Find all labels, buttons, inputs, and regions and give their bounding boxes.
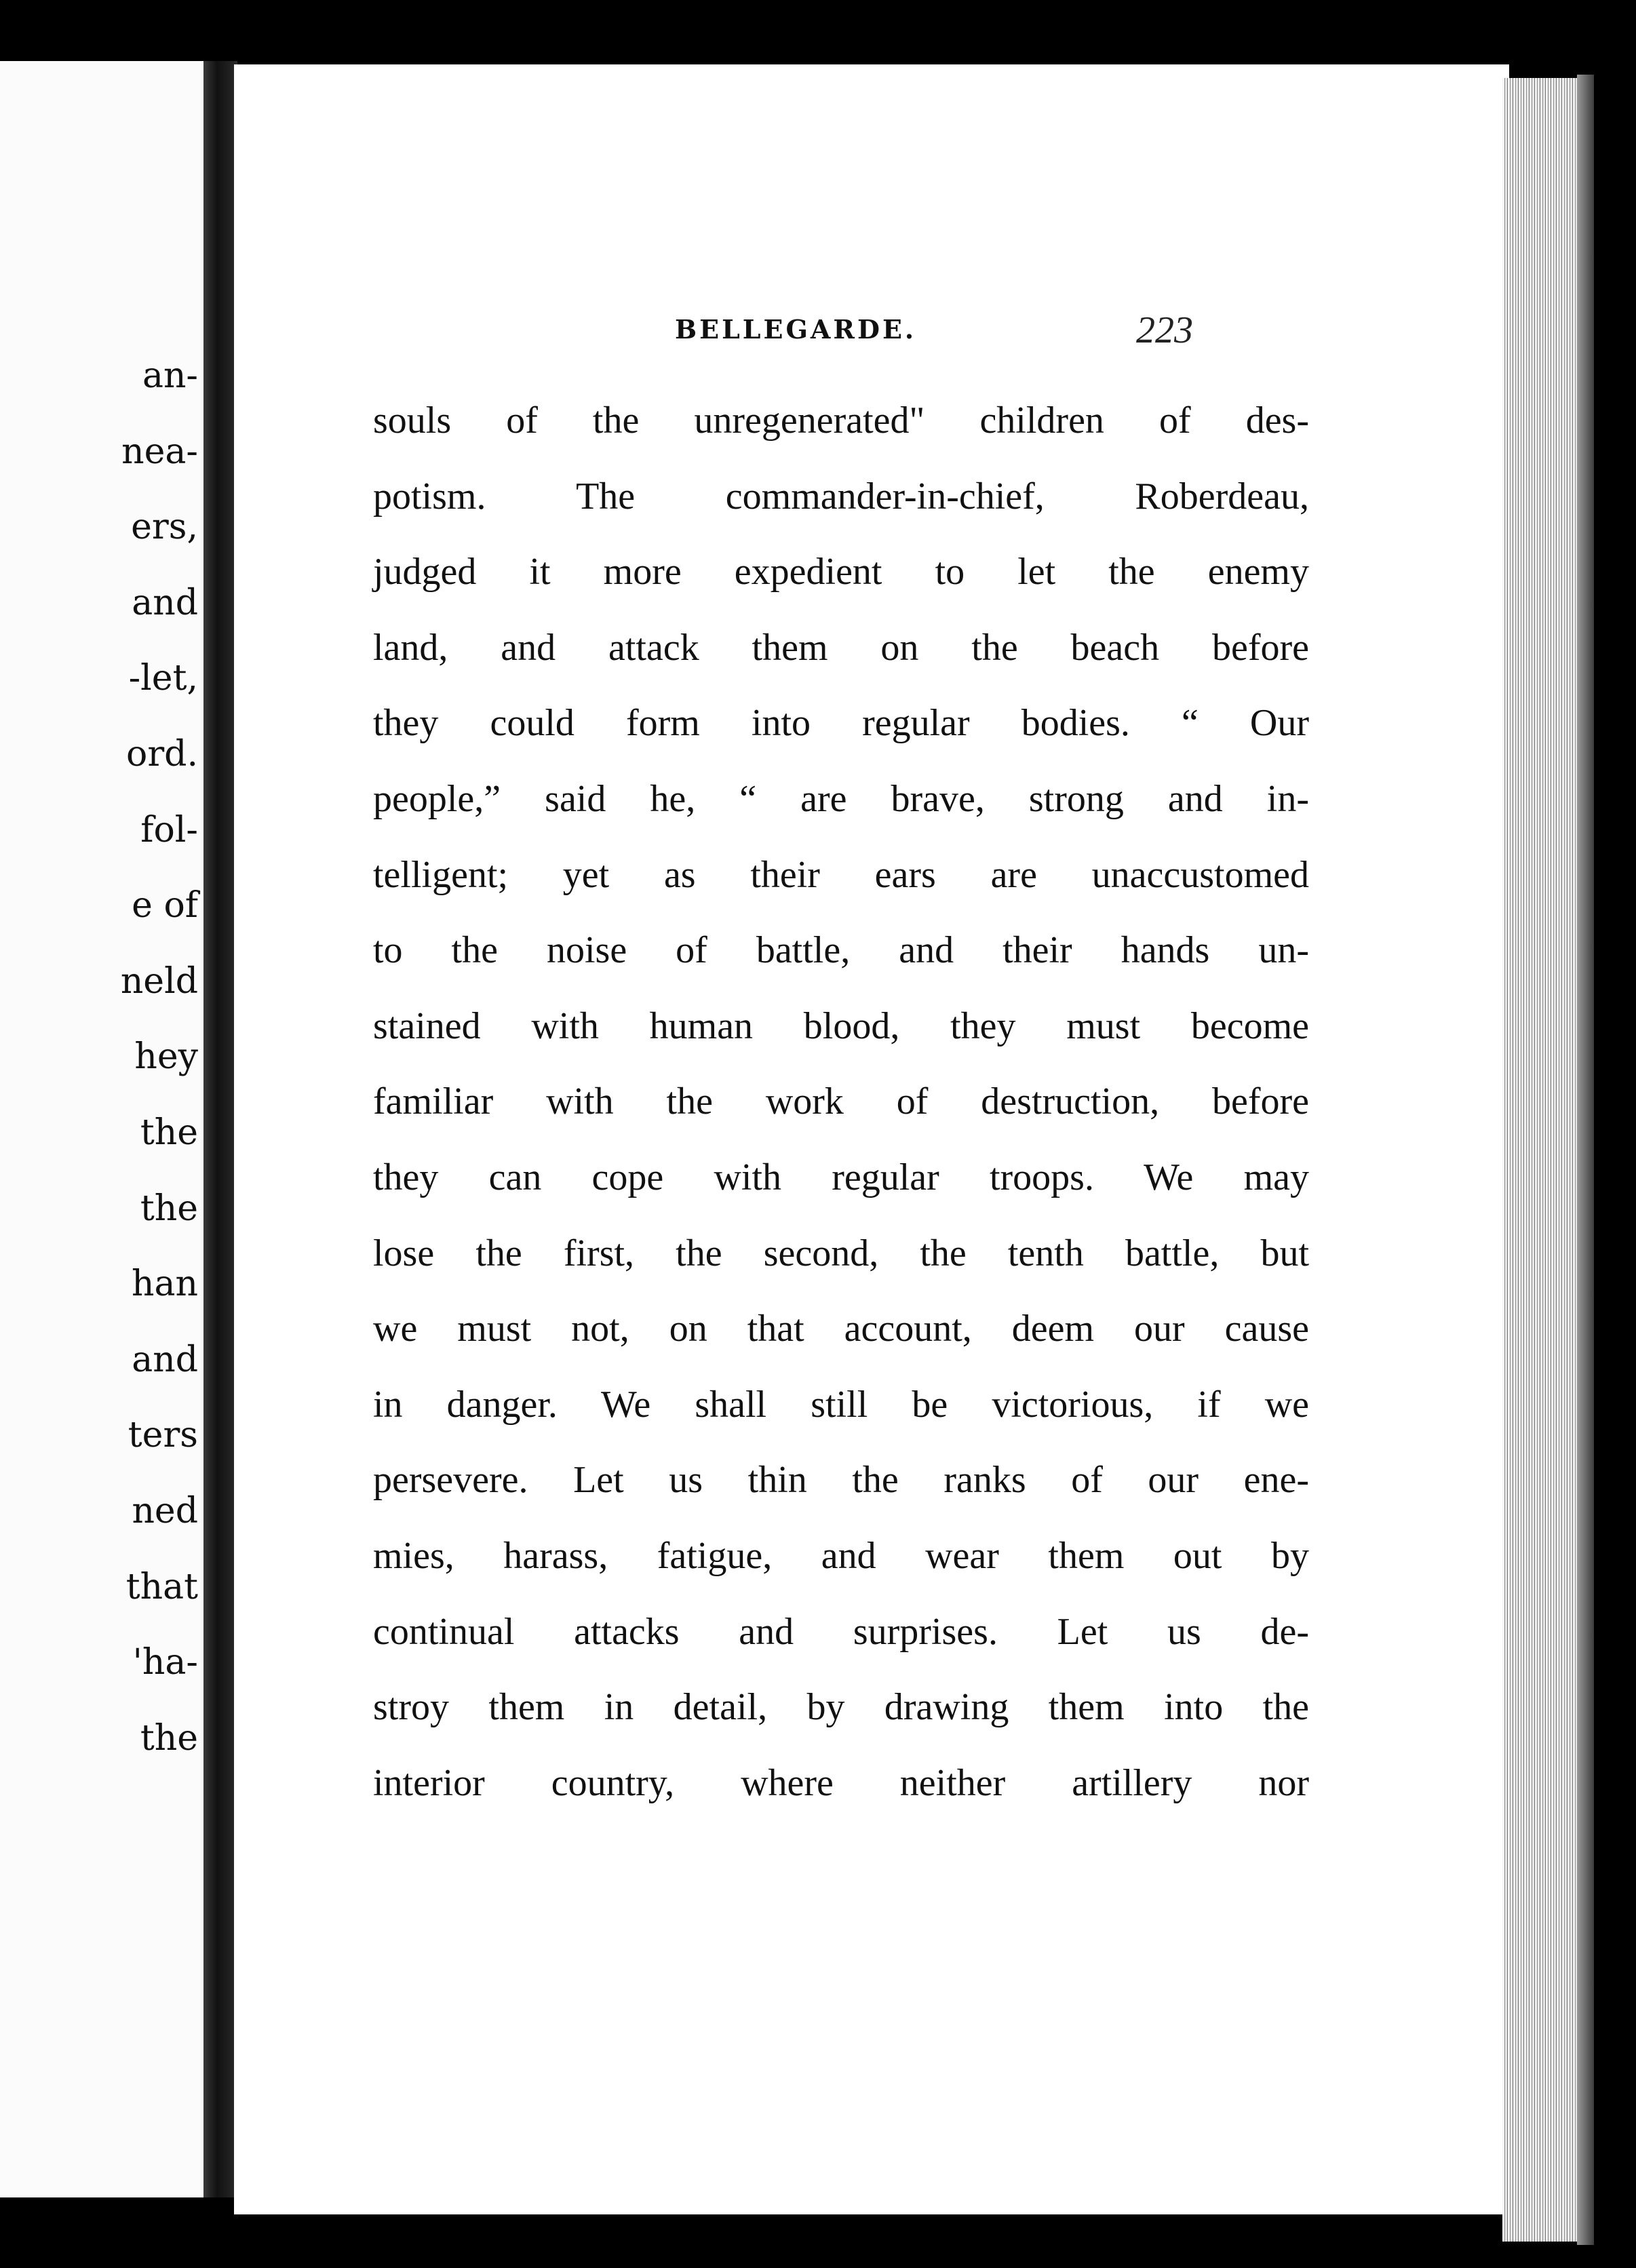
text-line: continual attacks and surprises. Let us de- [373,1610,1309,1653]
text-line: land, and attack them on the beach before [373,626,1309,669]
text-line: persevere. Let us thin the ranks of our ene- [373,1459,1309,1502]
text-line: they could form into regular bodies. “ Our [373,702,1309,745]
left-page-line-fragment: hey [134,1036,198,1078]
text-line: potism. The commander-in-chief, Roberdeau, [373,475,1309,517]
left-page-line-fragment: nea- [121,431,198,472]
left-page-line-fragment: that [125,1566,198,1607]
page-number: 223 [1136,309,1193,351]
text-line: lose the first, the second, the tenth battle, but [373,1232,1309,1274]
left-page-line-fragment: e of [132,885,198,926]
text-line: they can cope with regular troops. We may [373,1156,1309,1198]
page-edge-stack [1502,78,1577,2242]
text-line: people,” said he, “ are brave, strong and in- [373,777,1309,820]
text-line: interior country, where neither artillery nor [373,1761,1309,1804]
text-line: stroy them in detail, by drawing them into the [373,1686,1309,1729]
text-line: in danger. We shall still be victorious, if we [373,1383,1309,1426]
left-page-line-fragment: -let, [128,658,198,699]
left-page-line-fragment: the [140,1188,198,1229]
current-page [234,64,1509,2214]
left-page-line-fragment: fol- [140,809,198,850]
running-head [234,309,1509,368]
text-line: stained with human blood, they must become [373,1004,1309,1047]
left-page-line-fragment: ters [128,1415,198,1456]
left-page-line-fragment: and [132,582,198,623]
body-text [373,383,1309,1821]
left-page-line-fragment: an- [142,355,198,396]
book-gutter [203,61,237,2197]
text-line: judged it more expedient to let the enemy [373,551,1309,593]
left-page-line-fragment: neld [120,960,198,1002]
left-page-line-fragment: ers, [131,507,198,548]
book-cover-edge [1577,75,1594,2245]
left-page-line-fragment: ord. [126,734,198,775]
text-line: familiar with the work of destruction, before [373,1080,1309,1123]
left-page-line-fragment: the [140,1717,198,1759]
previous-page [0,61,203,2197]
left-page-line-fragment: the [140,1112,198,1153]
text-line: telligent; yet as their ears are unaccustomed [373,853,1309,896]
left-page-line-fragment: han [132,1264,198,1305]
text-line: mies, harass, fatigue, and wear them out by [373,1534,1309,1577]
left-page-line-fragment: ned [132,1491,198,1531]
left-page-line-fragment: and [132,1339,198,1380]
running-title: BELLEGARDE. [675,314,917,345]
text-line: to the noise of battle, and their hands un- [373,929,1309,972]
left-page-line-fragment: 'ha- [132,1642,198,1683]
text-line: we must not, on that account, deem our cause [373,1308,1309,1350]
text-line: souls of the unregenerated" children of des- [373,399,1309,442]
